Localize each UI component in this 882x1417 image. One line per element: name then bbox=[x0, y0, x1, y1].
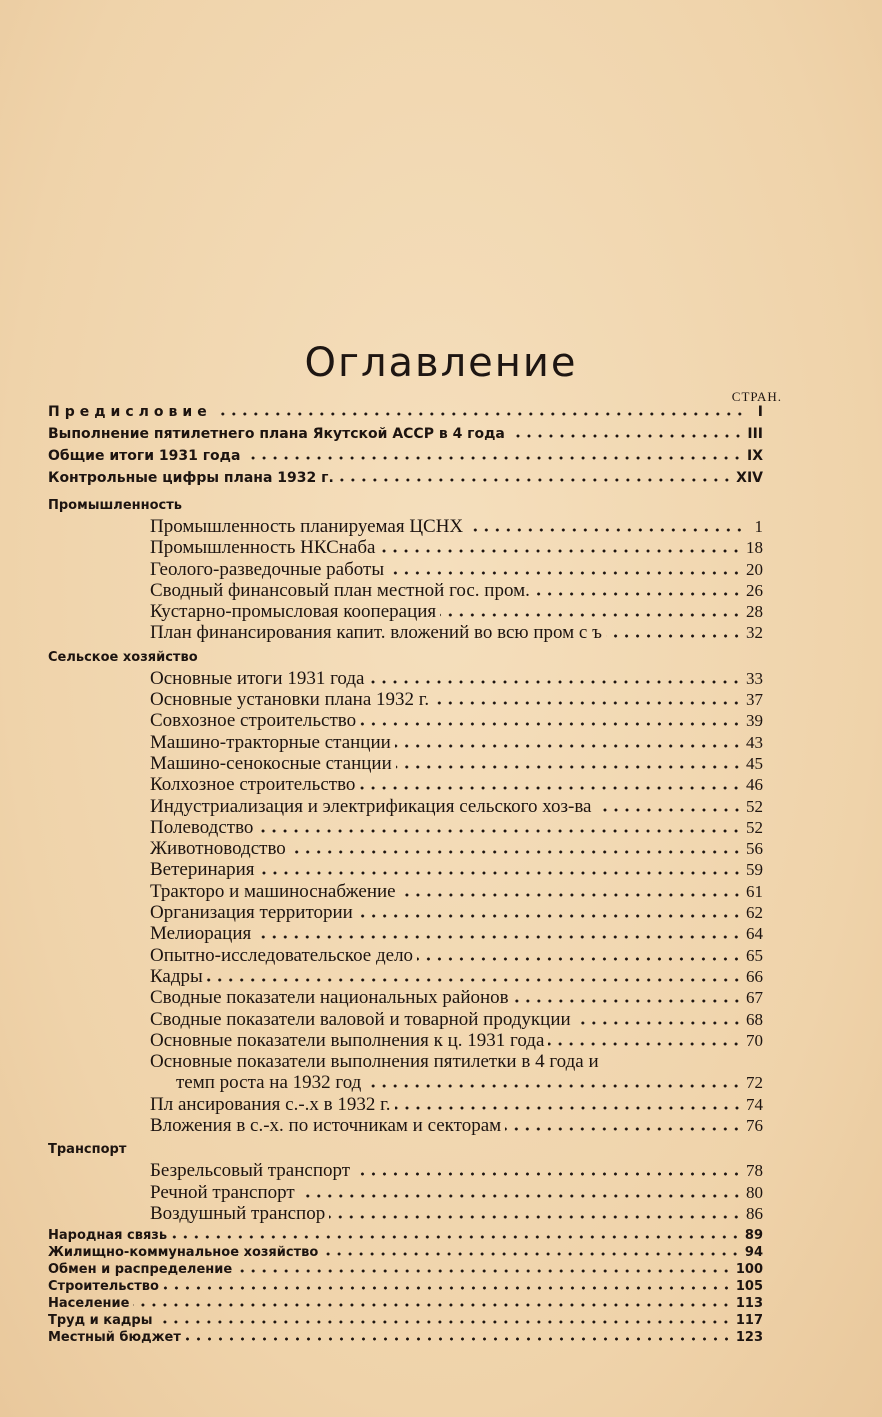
dot-leader bbox=[417, 957, 742, 961]
toc-entry-title: Строительство bbox=[48, 1279, 159, 1295]
toc-entry-page: 46 bbox=[746, 775, 763, 795]
section-heading: Транспорт bbox=[48, 1142, 127, 1158]
toc-entry-page: 62 bbox=[746, 903, 763, 923]
toc-entry bbox=[48, 470, 763, 492]
toc-entry bbox=[48, 1228, 763, 1245]
dot-leader bbox=[338, 478, 732, 482]
section-heading: Промышленность bbox=[48, 498, 182, 513]
toc-entry-page: I bbox=[757, 404, 763, 420]
toc-entry-title: План финансирования капит. вложений во всю пром с ъ bbox=[150, 622, 602, 644]
toc-entry-title: Воздушный транспор bbox=[150, 1202, 326, 1224]
dot-leader bbox=[388, 571, 742, 575]
toc-entry bbox=[48, 448, 763, 470]
toc-entry-title: Опытно-исследовательское дело bbox=[150, 944, 414, 966]
dot-leader bbox=[207, 978, 742, 982]
toc-entry-page: 20 bbox=[746, 559, 763, 579]
toc-entry-page: 72 bbox=[746, 1073, 763, 1093]
toc-entry-title: Предисловие bbox=[48, 404, 212, 420]
toc-entry bbox=[48, 1072, 763, 1093]
toc-entry-page: 80 bbox=[746, 1182, 763, 1202]
toc-entry-title: Машино-тракторные станции bbox=[150, 731, 391, 753]
dot-leader bbox=[299, 1194, 742, 1198]
toc-entry-page: 59 bbox=[746, 860, 763, 880]
dot-leader bbox=[395, 1106, 742, 1110]
toc-entry-title: Полеводство bbox=[150, 816, 254, 838]
toc-entry bbox=[48, 817, 763, 838]
toc-entry-title: Промышленность планируемая ЦСНХ bbox=[150, 516, 464, 537]
toc-entry bbox=[48, 1245, 763, 1262]
toc-entry bbox=[48, 902, 763, 923]
toc-entry bbox=[48, 1313, 763, 1330]
dot-leader bbox=[255, 935, 742, 939]
toc-entry-title: Колхозное строительство bbox=[150, 774, 356, 796]
toc-entry-page: 74 bbox=[746, 1094, 763, 1114]
dot-leader bbox=[360, 722, 742, 726]
toc-entry bbox=[48, 601, 763, 622]
toc-entry-title: Основные показатели выполнения к ц. 1931 года bbox=[150, 1029, 545, 1051]
toc-entry-page: 66 bbox=[746, 966, 763, 986]
toc-entry bbox=[48, 516, 763, 537]
toc-entry bbox=[48, 1115, 763, 1136]
dot-leader bbox=[365, 1084, 742, 1088]
toc-entry-page: 39 bbox=[746, 711, 763, 731]
toc-entry-title: Кустарно-промысловая кооперация bbox=[150, 601, 437, 623]
toc-entry-page: 33 bbox=[746, 668, 763, 688]
dot-leader bbox=[359, 786, 742, 790]
toc-entry bbox=[48, 1279, 763, 1296]
toc-entry-title: Основные установки плана 1932 г. bbox=[150, 689, 430, 711]
toc-entry-page: 52 bbox=[746, 796, 763, 816]
toc-entry-page: 64 bbox=[746, 924, 763, 944]
dot-leader bbox=[236, 1269, 732, 1273]
page-title: Оглавление bbox=[304, 340, 578, 386]
toc-entry-title: темп роста на 1932 год bbox=[176, 1072, 362, 1094]
dot-leader bbox=[357, 914, 742, 918]
toc-entry-page: 26 bbox=[746, 580, 763, 600]
dot-leader bbox=[505, 1127, 742, 1131]
toc-entry-page: 94 bbox=[744, 1245, 763, 1261]
toc-entry bbox=[48, 580, 763, 601]
toc-entry-page: 113 bbox=[735, 1296, 763, 1312]
table-of-contents bbox=[48, 404, 763, 1347]
dot-leader bbox=[368, 680, 742, 684]
toc-entry-page: XIV bbox=[736, 470, 763, 486]
toc-entry-page: 105 bbox=[735, 1279, 763, 1295]
toc-entry bbox=[48, 966, 763, 987]
toc-entry-page: 86 bbox=[746, 1203, 763, 1223]
dot-leader bbox=[329, 1215, 742, 1219]
dot-leader bbox=[257, 829, 742, 833]
toc-entry-page: III bbox=[747, 426, 763, 442]
dot-leader bbox=[322, 1252, 741, 1256]
dot-leader bbox=[171, 1235, 741, 1239]
toc-entry-title: Местный бюджет bbox=[48, 1330, 181, 1346]
dot-leader bbox=[606, 634, 742, 638]
toc-entry-page: 32 bbox=[746, 623, 763, 643]
toc-entry bbox=[48, 881, 763, 902]
dot-leader bbox=[548, 1042, 742, 1046]
dot-leader bbox=[216, 412, 745, 416]
toc-entry bbox=[48, 987, 763, 1008]
section-heading: Сельское хозяйство bbox=[48, 649, 198, 665]
toc-entry bbox=[48, 945, 763, 966]
toc-entry-page: 56 bbox=[746, 839, 763, 859]
toc-entry-title: Сводный финансовый план местной гос. пром. bbox=[150, 579, 530, 601]
toc-entry-page: 45 bbox=[746, 753, 763, 773]
toc-entry-page: 18 bbox=[746, 538, 763, 558]
toc-entry-title: Мелиорация bbox=[150, 923, 252, 945]
toc-entry-title: Кадры bbox=[150, 965, 203, 987]
toc-entry-page: 78 bbox=[746, 1161, 763, 1181]
toc-entry-title: Ветеринария bbox=[150, 859, 255, 881]
toc-entry-title: Сводные показатели национальных районов bbox=[150, 987, 509, 1009]
toc-entry-page: 89 bbox=[744, 1228, 763, 1244]
toc-entry-title: Обмен и распределение bbox=[48, 1262, 233, 1278]
toc-entry bbox=[48, 537, 763, 558]
dot-leader bbox=[513, 999, 742, 1003]
toc-entry-title: Труд и кадры bbox=[48, 1313, 153, 1329]
toc-entry-title: Речной транспорт bbox=[150, 1181, 295, 1203]
toc-entry-title: Пл ансирования с.-.х в 1932 г. bbox=[150, 1093, 391, 1115]
dot-leader bbox=[259, 871, 742, 875]
dot-leader bbox=[509, 434, 743, 438]
dot-leader bbox=[575, 1021, 742, 1025]
dot-leader bbox=[433, 701, 742, 705]
toc-entry bbox=[48, 559, 763, 580]
dot-leader bbox=[133, 1303, 731, 1307]
toc-entry bbox=[48, 753, 763, 774]
dot-leader bbox=[244, 456, 743, 460]
toc-entry-title: Основные показатели выполнения пятилетки в 4 года и bbox=[150, 1051, 599, 1073]
toc-entry-page: 76 bbox=[746, 1116, 763, 1136]
toc-entry-title: Совхозное строительство bbox=[150, 710, 357, 732]
toc-entry bbox=[48, 1160, 763, 1181]
toc-entry bbox=[48, 774, 763, 795]
toc-entry bbox=[48, 1182, 763, 1203]
toc-entry bbox=[48, 859, 763, 880]
dot-leader bbox=[156, 1320, 731, 1324]
toc-entry-page: 123 bbox=[735, 1330, 763, 1346]
toc-entry-page: 100 bbox=[735, 1262, 763, 1278]
toc-entry-title: Основные итоги 1931 года bbox=[150, 667, 365, 689]
toc-entry bbox=[48, 838, 763, 859]
toc-entry-title: Организация территории bbox=[150, 902, 353, 924]
toc-entry bbox=[48, 1330, 763, 1347]
dot-leader bbox=[440, 613, 742, 617]
toc-entry bbox=[48, 1296, 763, 1313]
toc-entry bbox=[48, 796, 763, 817]
toc-entry-page: 1 bbox=[754, 517, 763, 536]
toc-entry-page: 43 bbox=[746, 732, 763, 752]
dot-leader bbox=[400, 893, 742, 897]
toc-entry bbox=[48, 689, 763, 710]
toc-entry-title: Сводные показатели валовой и товарной продукции bbox=[150, 1008, 571, 1030]
toc-entry-title: Животноводство bbox=[150, 838, 286, 860]
toc-entry-title: Выполнение пятилетнего плана Якутской АССР в 4 года bbox=[48, 426, 505, 442]
toc-entry bbox=[48, 1203, 763, 1224]
toc-entry bbox=[48, 732, 763, 753]
toc-entry bbox=[48, 404, 763, 426]
toc-entry bbox=[48, 710, 763, 731]
toc-entry-page: 70 bbox=[746, 1030, 763, 1050]
dot-leader bbox=[185, 1337, 732, 1341]
dot-leader bbox=[534, 592, 742, 596]
toc-entry-title: Контрольные цифры плана 1932 г. bbox=[48, 470, 334, 486]
dot-leader bbox=[396, 765, 742, 769]
toc-entry-title: Тракторо и машиноснабжение bbox=[150, 880, 396, 902]
toc-entry bbox=[48, 923, 763, 944]
toc-entry bbox=[48, 1009, 763, 1030]
toc-entry-page: 37 bbox=[746, 690, 763, 710]
toc-entry bbox=[48, 1051, 763, 1072]
toc-entry-title: Население bbox=[48, 1296, 130, 1312]
dot-leader bbox=[596, 808, 743, 812]
toc-entry-title: Безрельсовый транспорт bbox=[150, 1160, 351, 1182]
page-column-label: СТРАН. bbox=[731, 389, 782, 404]
toc-entry-page: 65 bbox=[746, 945, 763, 965]
toc-entry-page: 28 bbox=[746, 602, 763, 622]
toc-entry-title: Индустриализация и электрификация сельского хоз-ва bbox=[150, 795, 592, 817]
toc-entry bbox=[48, 1262, 763, 1279]
toc-entry bbox=[48, 668, 763, 689]
toc-entry-title: Вложения в с.-х. по источникам и секторам bbox=[150, 1115, 502, 1137]
toc-entry-page: 52 bbox=[746, 817, 763, 837]
toc-entry-title: Машино-сенокосные станции bbox=[150, 752, 392, 774]
dot-leader bbox=[290, 850, 742, 854]
dot-leader bbox=[379, 549, 742, 553]
toc-entry-page: IX bbox=[746, 448, 763, 464]
dot-leader bbox=[395, 744, 742, 748]
toc-entry-title: Жилищно-коммунальное хозяйство bbox=[48, 1245, 319, 1261]
toc-entry bbox=[48, 426, 763, 448]
toc-entry-title: Геолого-разведочные работы bbox=[150, 558, 385, 580]
toc-entry bbox=[48, 1030, 763, 1051]
toc-entry-page: 61 bbox=[746, 881, 763, 901]
toc-entry bbox=[48, 1094, 763, 1115]
toc-entry-title: Промышленность НКСнаба bbox=[150, 537, 376, 559]
dot-leader bbox=[163, 1286, 732, 1290]
toc-entry-page: 68 bbox=[746, 1009, 763, 1029]
dot-leader bbox=[467, 528, 745, 532]
toc-entry-title: Общие итоги 1931 года bbox=[48, 448, 241, 464]
dot-leader bbox=[354, 1172, 742, 1176]
toc-entry-page: 117 bbox=[735, 1313, 763, 1329]
toc-entry-title: Народная связь bbox=[48, 1228, 168, 1244]
toc-entry-page: 67 bbox=[746, 988, 763, 1008]
toc-entry bbox=[48, 622, 763, 643]
